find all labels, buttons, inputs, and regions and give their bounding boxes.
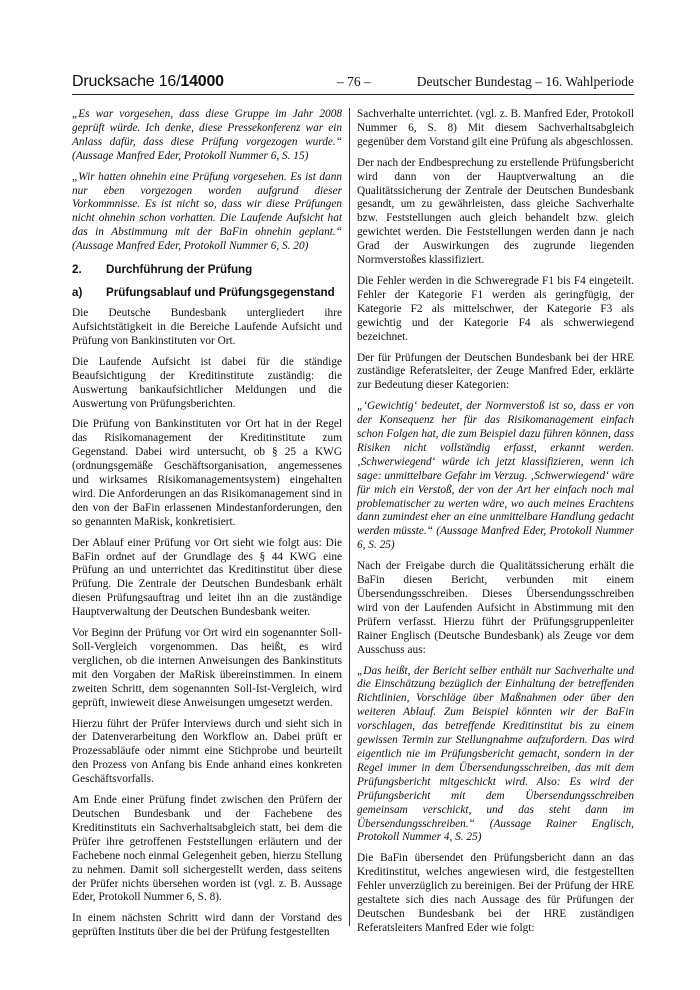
right-column bbox=[357, 108, 634, 943]
section-heading bbox=[72, 263, 342, 277]
section-number: 2. bbox=[72, 263, 82, 277]
quote-paragraph: „Wir hatten ohnehin eine Prüfung vorgesehen. Es ist dann nur eben vorgezogen worden aufgrund dieser Vorkommnisse. Es ist nicht so, dass wir diese Prüfungen nicht ohnehin schon vorhatten. Die Laufende Aufsicht hat das in Abstimmung mit der BaFin ohnehin geplant.“ (Aussage Manfred Eder, Protokoll Nummer 6, S. 20) bbox=[72, 170, 342, 253]
body-paragraph: Die Laufende Aufsicht ist dabei für die ständige Beaufsichtigung der Kreditinstitute zuständig: die Auswertung bankaufsichtlicher Meldungen und die Auswertung von Prüfungsberichten. bbox=[72, 355, 342, 410]
quote-paragraph: „‘Gewichtig‘ bedeutet, der Normverstoß ist so, dass er von der Konsequenz her für das Risikomanagement einfach schon Folgen hat, die zum Beispiel dazu führen können, dass Risiken nicht vollständig erfasst, erkannt werden. ‚Schwerwiegend‘ würde ich jetzt klassifizieren, wenn ich sage: unmittelbare Gefahr im Verzug. ‚Schwerwiegend‘ wäre für mich ein Verstoß, der von der Art her einfach noch mal problematischer zu werten wäre, wo auch meines Erachtens dann zumindest eher an eine unmittelbare Handlung gedacht werden müsste.“ (Aussage Manfred Eder, Protokoll Nummer 6, S. 25) bbox=[357, 400, 634, 552]
body-paragraph: Am Ende einer Prüfung findet zwischen den Prüfern der Deutschen Bundesbank und der Fachebene des Kreditinstituts ein Sachverhaltsabgleich statt, bei dem die Prüfer ihre getroffenen Feststellungen erläutern und der Fachebene noch einmal Gelegenheit geben, hierzu Stellung zu nehmen. Damit soll sichergestellt werden, dass seitens der Prüfer nichts übersehen worden ist (vgl. z. B. Aussage Eder, Protokoll Nummer 6, S. 8). bbox=[72, 794, 342, 904]
column-divider bbox=[349, 108, 350, 926]
document-prefix: Drucksache 16/ bbox=[72, 73, 181, 90]
body-paragraph: Die Prüfung von Bankinstituten vor Ort hat in der Regel das Risikomanagement der Kreditinstitute zum Gegenstand. Dabei wird untersucht, ob § 25 a KWG (ordnungsgemäße Geschäftsorganisation, angemessenes und wirksames Risikomanagementsystem) eingehalten wird. Die Anforderungen an das Risikomanagement sind in den von der BaFin erlassenen Mindestanforderungen, den so genannten MaRisk, konkretisiert. bbox=[72, 418, 342, 528]
subsection-title: Prüfungsablauf und Prüfungsgegenstand bbox=[106, 286, 335, 300]
body-paragraph: Die BaFin übersendet den Prüfungsbericht dann an das Kreditinstitut, welches angewiesen wird, die festgestellten Fehler unverzüglich zu bereinigen. Bei der Prüfung der HRE gestaltete sich dies nach Aussage des für Prüfungen der Deutschen Bundesbank bei der HRE zuständigen Referatsleiters Manfred Eder wie folgt: bbox=[357, 852, 634, 934]
body-paragraph: Der nach der Endbesprechung zu erstellende Prüfungsbericht wird dann von der Hauptverwaltung an die Qualitätssicherung der Zentrale der Deutschen Bundesbank gesandt, um zu gewährleisten, dass gleiche Sachverhalte bzw. Feststellungen auch gleich behandelt bzw. gleich gewichtet werden. Die Feststellungen werden dann je nach Grad der Auswirkungen des zugrunde liegenden Normverstoßes klassifiziert. bbox=[357, 156, 634, 267]
document-id: 14000 bbox=[180, 73, 224, 90]
page-number: – 76 – bbox=[337, 74, 371, 89]
body-paragraph: Die Fehler werden in die Schweregrade F1 bis F4 eingeteilt. Fehler der Kategorie F1 werden als geringfügig, der Kategorie F2 als mittelschwer, der Kategorie F3 als gewichtig und der Kategorie F4 als schwerwiegend bezeichnet. bbox=[357, 274, 634, 343]
page-header bbox=[72, 72, 634, 92]
subsection-number: a) bbox=[72, 286, 83, 300]
quote-paragraph: „Das heißt, der Bericht selber enthält nur Sachverhalte und die Einschätzung bezüglich der Einhaltung der betreffenden Richtlinien, Vorschläge über Maßnahmen oder über den weiteren Ablauf. Zum Beispiel könnten wir der BaFin vorschlagen, das betreffende Kreditinstitut bis zu einem gewissen Termin zur Stellungnahme aufzufordern. Das wird eigentlich nie im Prüfungsbericht gemacht, sondern in der Regel immer in dem Übersendungsschreiben, das mit dem Prüfungsbericht mitgeschickt wird. Also: Es wird der Prüfungsbericht mit dem Übersendungsschreiben gemeinsam verschickt, und das steht dann im Übersendungsschreiben.“ (Aussage Rainer Englisch, Protokoll Nummer 4, S. 25) bbox=[357, 664, 634, 844]
quote-paragraph: „Es war vorgesehen, dass diese Gruppe im Jahr 2008 geprüft würde. Ich denke, diese Pressekonferenz war ein Anlass dafür, dass diese Prüfung vorgezogen wurde.“ (Aussage Manfred Eder, Protokoll Nummer 6, S. 15) bbox=[72, 108, 342, 162]
body-paragraph: Vor Beginn der Prüfung vor Ort wird ein sogenannter Soll-Soll-Vergleich vorgenommen. Das heißt, es wird verglichen, ob die internen Anweisungen des Bankinstituts mit den Vorgaben der MaRisk übereinstimmen. In einem zweiten Schritt, dem sogenannten Soll-Ist-Vergleich, wird geprüft, inwieweit diese Anweisungen umgesetzt werden. bbox=[72, 627, 342, 709]
publisher: Deutscher Bundestag – 16. Wahlperiode bbox=[416, 74, 634, 89]
header-rule bbox=[72, 94, 634, 95]
body-paragraph: Sachverhalte unterrichtet. (vgl. z. B. Manfred Eder, Protokoll Nummer 6, S. 8) Mit diesem Sachverhaltsabgleich gegenüber dem Vorstand gilt eine Prüfung als abgeschlossen. bbox=[357, 108, 634, 148]
body-paragraph: Die Deutsche Bundesbank untergliedert ihre Aufsichtstätigkeit in die Bereiche Laufende Aufsicht und Prüfung von Bankinstituten vor Ort. bbox=[72, 307, 342, 347]
body-paragraph: Hierzu führt der Prüfer Interviews durch und sieht sich in der Datenverarbeitung den Workflow an. Dabei prüft er Prozessabläufe oder nimmt eine Stichprobe und beurteilt den Prozess von Anfang bis Ende anhand eines konkreten Geschäftsvorfalls. bbox=[72, 717, 342, 786]
section-title: Durchführung der Prüfung bbox=[106, 263, 253, 277]
body-paragraph: Der Ablauf einer Prüfung vor Ort sieht wie folgt aus: Die BaFin ordnet auf der Grundlage des § 44 KWG eine Prüfung an und unterrichtet das Kreditinstitut über diese Prüfung. Die Zentrale der Deutschen Bundesbank erhält diesen Prüfungsauftrag und leitet ihn an die zuständige Hauptverwaltung der Deutschen Bundesbank weiter. bbox=[72, 536, 342, 619]
body-paragraph: Der für Prüfungen der Deutschen Bundesbank bei der HRE zuständige Referatsleiter, der Zeuge Manfred Eder, erklärte zur Bedeutung dieser Kategorien: bbox=[357, 351, 634, 392]
left-column bbox=[72, 108, 342, 947]
body-paragraph: In einem nächsten Schritt wird dann der Vorstand des geprüften Instituts über die bei der Prüfung festgestellten bbox=[72, 912, 342, 939]
document-number bbox=[72, 72, 224, 92]
body-paragraph: Nach der Freigabe durch die Qualitätssicherung erhält die BaFin diesen Bericht, verbunden mit einem Übersendungsschreiben. Dieses Übersendungsschreiben wird von der Laufenden Aufsicht in Abstimmung mit den Prüfern verfasst. Hierzu führt der Prüfungsgruppenleiter Rainer Englisch (Deutsche Bundesbank) als Zeuge vor dem Ausschuss aus: bbox=[357, 560, 634, 656]
subsection-heading bbox=[72, 286, 342, 300]
